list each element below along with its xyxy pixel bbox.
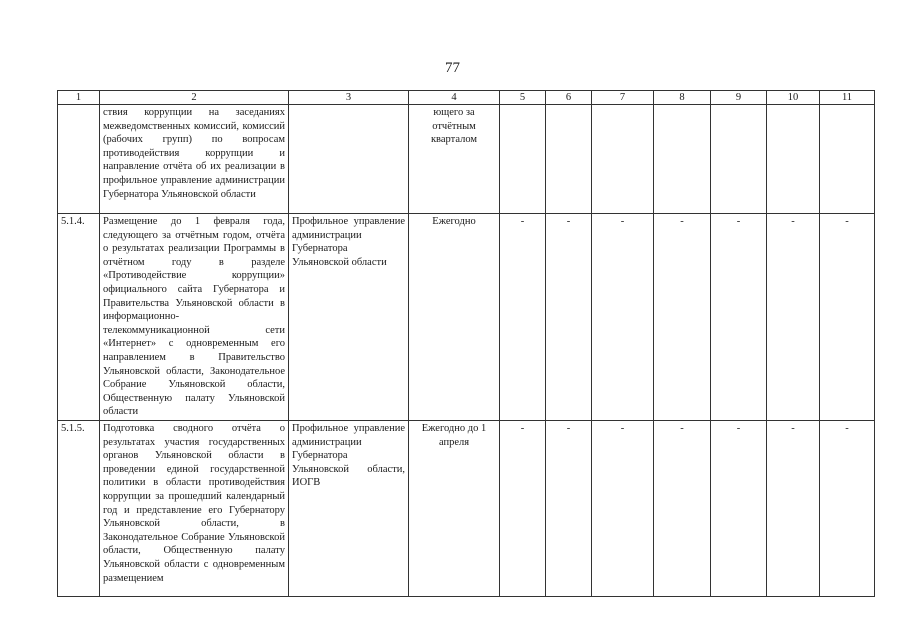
column-header: 3 [289,91,409,105]
item-value: - [654,421,711,597]
item-value [820,105,875,214]
item-value [546,105,592,214]
column-header: 1 [58,91,100,105]
item-value: - [592,214,654,421]
column-header: 4 [409,91,500,105]
table-header-row [58,91,875,105]
item-executor: Профильное управление администрации Губернатора Ульяновской области [289,214,409,421]
item-value [767,105,820,214]
item-value: - [546,421,592,597]
item-value: - [711,421,767,597]
item-period: Ежегодно [409,214,500,421]
item-value: - [592,421,654,597]
item-value [500,105,546,214]
item-period: Ежегодно до 1 апреля [409,421,500,597]
column-header: 10 [767,91,820,105]
table-row [58,214,875,421]
item-value: - [820,214,875,421]
table-row [58,105,875,214]
item-description: ствия коррупции на заседаниях межведомственных комиссий, комиссий (рабочих групп) по вопросам противодействия коррупции и направление отчёта об их реализации в профильное управление администрации Губернатора Ульяновской области [100,105,289,214]
item-value: - [654,214,711,421]
column-header: 2 [100,91,289,105]
item-number: 5.1.5. [58,421,100,597]
page-number: 77 [445,60,460,76]
item-value [592,105,654,214]
item-description: Подготовка сводного отчёта о результатах участия государственных органов Ульяновской области в проведении единой государственной политики в области противодействия коррупции за прошедший календарный год и представление его Губернатору Ульяновской области, в Законодательное Собрание Ульяновской области, Общественную палату Ульяновской области с одновременным размещением [100,421,289,597]
item-executor [289,105,409,214]
column-header: 9 [711,91,767,105]
item-description: Размещение до 1 февраля года, следующего за отчётным годом, отчёта о результатах реализации Программы в отчётном году в разделе «Противодействие коррупции» официального сайта Губернатора и Правительства Ульяновской области в информационно-телекоммуникационной сети «Интернет» с одновременным его направлением в Правительство Ульяновской области, Законодательное Собрание Ульяновской области, Общественную палату Ульяновской области [100,214,289,421]
column-header: 5 [500,91,546,105]
item-value: - [767,421,820,597]
item-value [711,105,767,214]
item-period: ющего за отчётным кварталом [409,105,500,214]
item-value: - [546,214,592,421]
item-number: 5.1.4. [58,214,100,421]
column-header: 8 [654,91,711,105]
item-value: - [820,421,875,597]
column-header: 6 [546,91,592,105]
item-number [58,105,100,214]
item-value: - [711,214,767,421]
item-executor: Профильное управление администрации Губернатора Ульяновской области, ИОГВ [289,421,409,597]
item-value [654,105,711,214]
item-value: - [500,214,546,421]
table-row [58,421,875,597]
column-header: 11 [820,91,875,105]
column-header: 7 [592,91,654,105]
program-table [57,90,875,597]
item-value: - [500,421,546,597]
item-value: - [767,214,820,421]
